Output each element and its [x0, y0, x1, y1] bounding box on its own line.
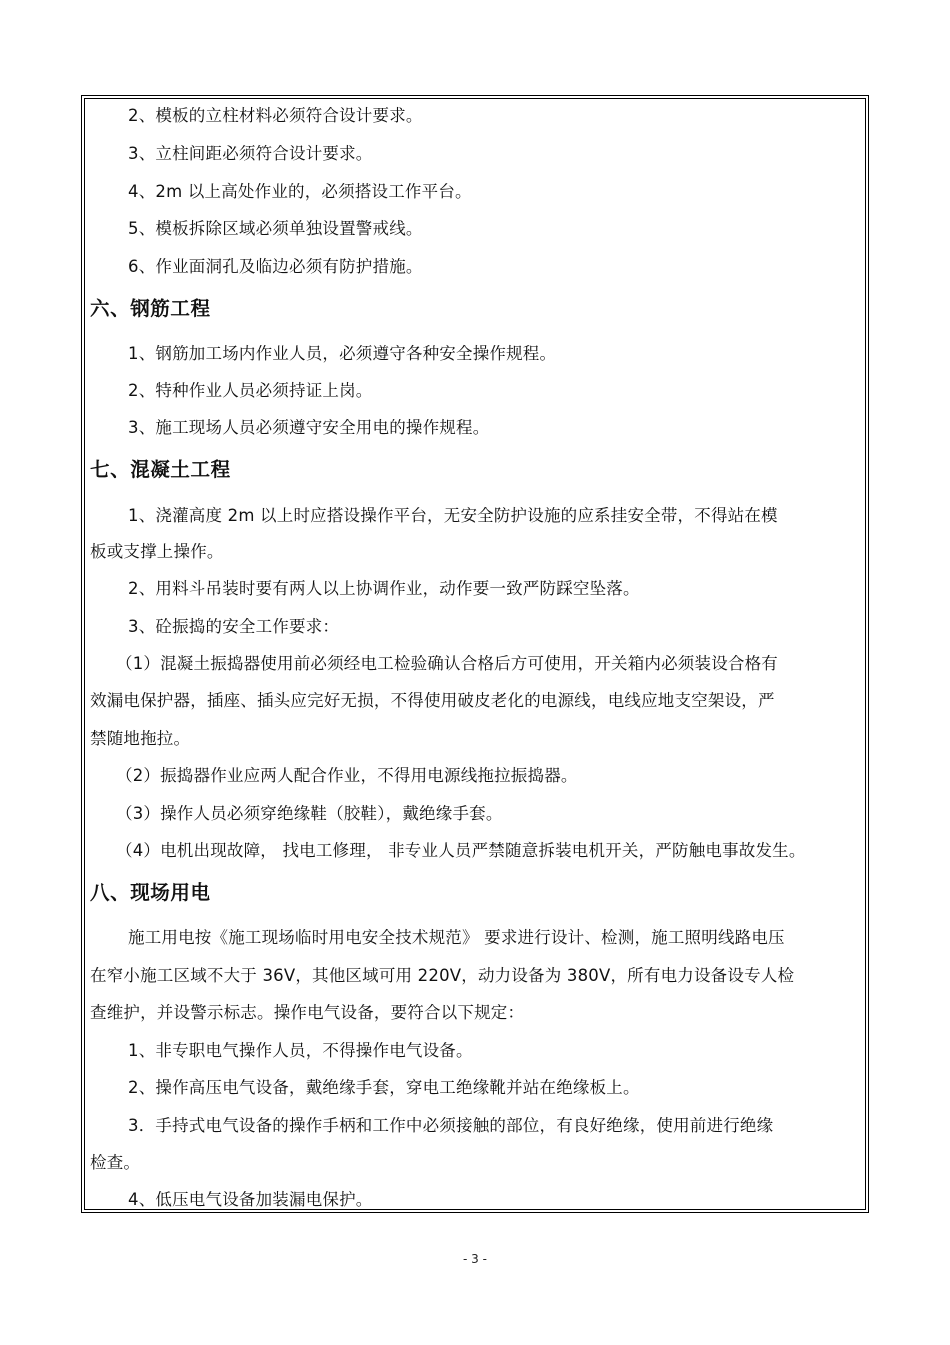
- list-item: 4、2m 以上高处作业的，必须搭设工作平台。: [128, 182, 472, 201]
- list-item: 2、操作高压电气设备，戴绝缘手套，穿电工绝缘靴并站在绝缘板上。: [128, 1078, 640, 1097]
- list-item: 3、砼振捣的安全工作要求：: [128, 617, 340, 636]
- sub-item: （1）混凝土振捣器使用前必须经电工检验确认合格后方可使用，开关箱内必须装设合格有: [116, 654, 778, 673]
- list-item: 6、作业面洞孔及临边必须有防护措施。: [128, 257, 423, 276]
- list-item: 2、用料斗吊装时要有两人以上协调作业，动作要一致严防踩空坠落。: [128, 579, 640, 598]
- paragraph-line: 施工用电按《施工现场临时用电安全技术规范》 要求进行设计、检测，施工照明线路电压: [128, 928, 785, 947]
- list-item: 1、浇灌高度 2m 以上时应搭设操作平台，无安全防护设施的应系挂安全带，不得站在模: [128, 506, 778, 525]
- list-item: 2、特种作业人员必须持证上岗。: [128, 381, 373, 400]
- sub-item: （2）振捣器作业应两人配合作业，不得用电源线拖拉振捣器。: [116, 766, 578, 785]
- paragraph-line: 在窄小施工区域不大于 36V，其他区域可用 220V，动力设备为 380V，所有电力设备设专人检: [90, 966, 795, 985]
- list-item: 5、模板拆除区域必须单独设置警戒线。: [128, 219, 423, 238]
- list-item: 1、钢筋加工场内作业人员，必须遵守各种安全操作规程。: [128, 344, 557, 363]
- list-item: 1、非专职电气操作人员，不得操作电气设备。: [128, 1041, 473, 1060]
- list-item: 4、低压电气设备加装漏电保护。: [128, 1190, 373, 1209]
- paragraph-line: 查维护，并设警示标志。操作电气设备，要符合以下规定：: [90, 1003, 525, 1022]
- list-item: 3、立柱间距必须符合设计要求。: [128, 144, 373, 163]
- sub-item-continuation: 效漏电保护器，插座、插头应完好无损，不得使用破皮老化的电源线，电线应地支空架设，严: [90, 691, 775, 710]
- sub-item: （4）电机出现故障， 找电工修理， 非专业人员严禁随意拆装电机开关，严防触电事故发生。: [116, 841, 806, 860]
- list-item: 3、施工现场人员必须遵守安全用电的操作规程。: [128, 418, 490, 437]
- section-heading-rebar: 六、钢筋工程: [90, 297, 211, 320]
- list-item: 2、模板的立柱材料必须符合设计要求。: [128, 106, 423, 125]
- section-heading-concrete: 七、混凝土工程: [90, 458, 231, 481]
- page-number: - 3 -: [463, 1252, 487, 1266]
- sub-item-continuation: 禁随地拖拉。: [90, 729, 191, 748]
- list-item: 3．手持式电气设备的操作手柄和工作中必须接触的部位，有良好绝缘，使用前进行绝缘: [128, 1116, 774, 1135]
- section-heading-site-power: 八、现场用电: [90, 881, 211, 904]
- list-item-continuation: 板或支撑上操作。: [90, 542, 224, 561]
- sub-item: （3）操作人员必须穿绝缘鞋（胶鞋），戴绝缘手套。: [116, 804, 503, 823]
- list-item-continuation: 检查。: [90, 1153, 141, 1172]
